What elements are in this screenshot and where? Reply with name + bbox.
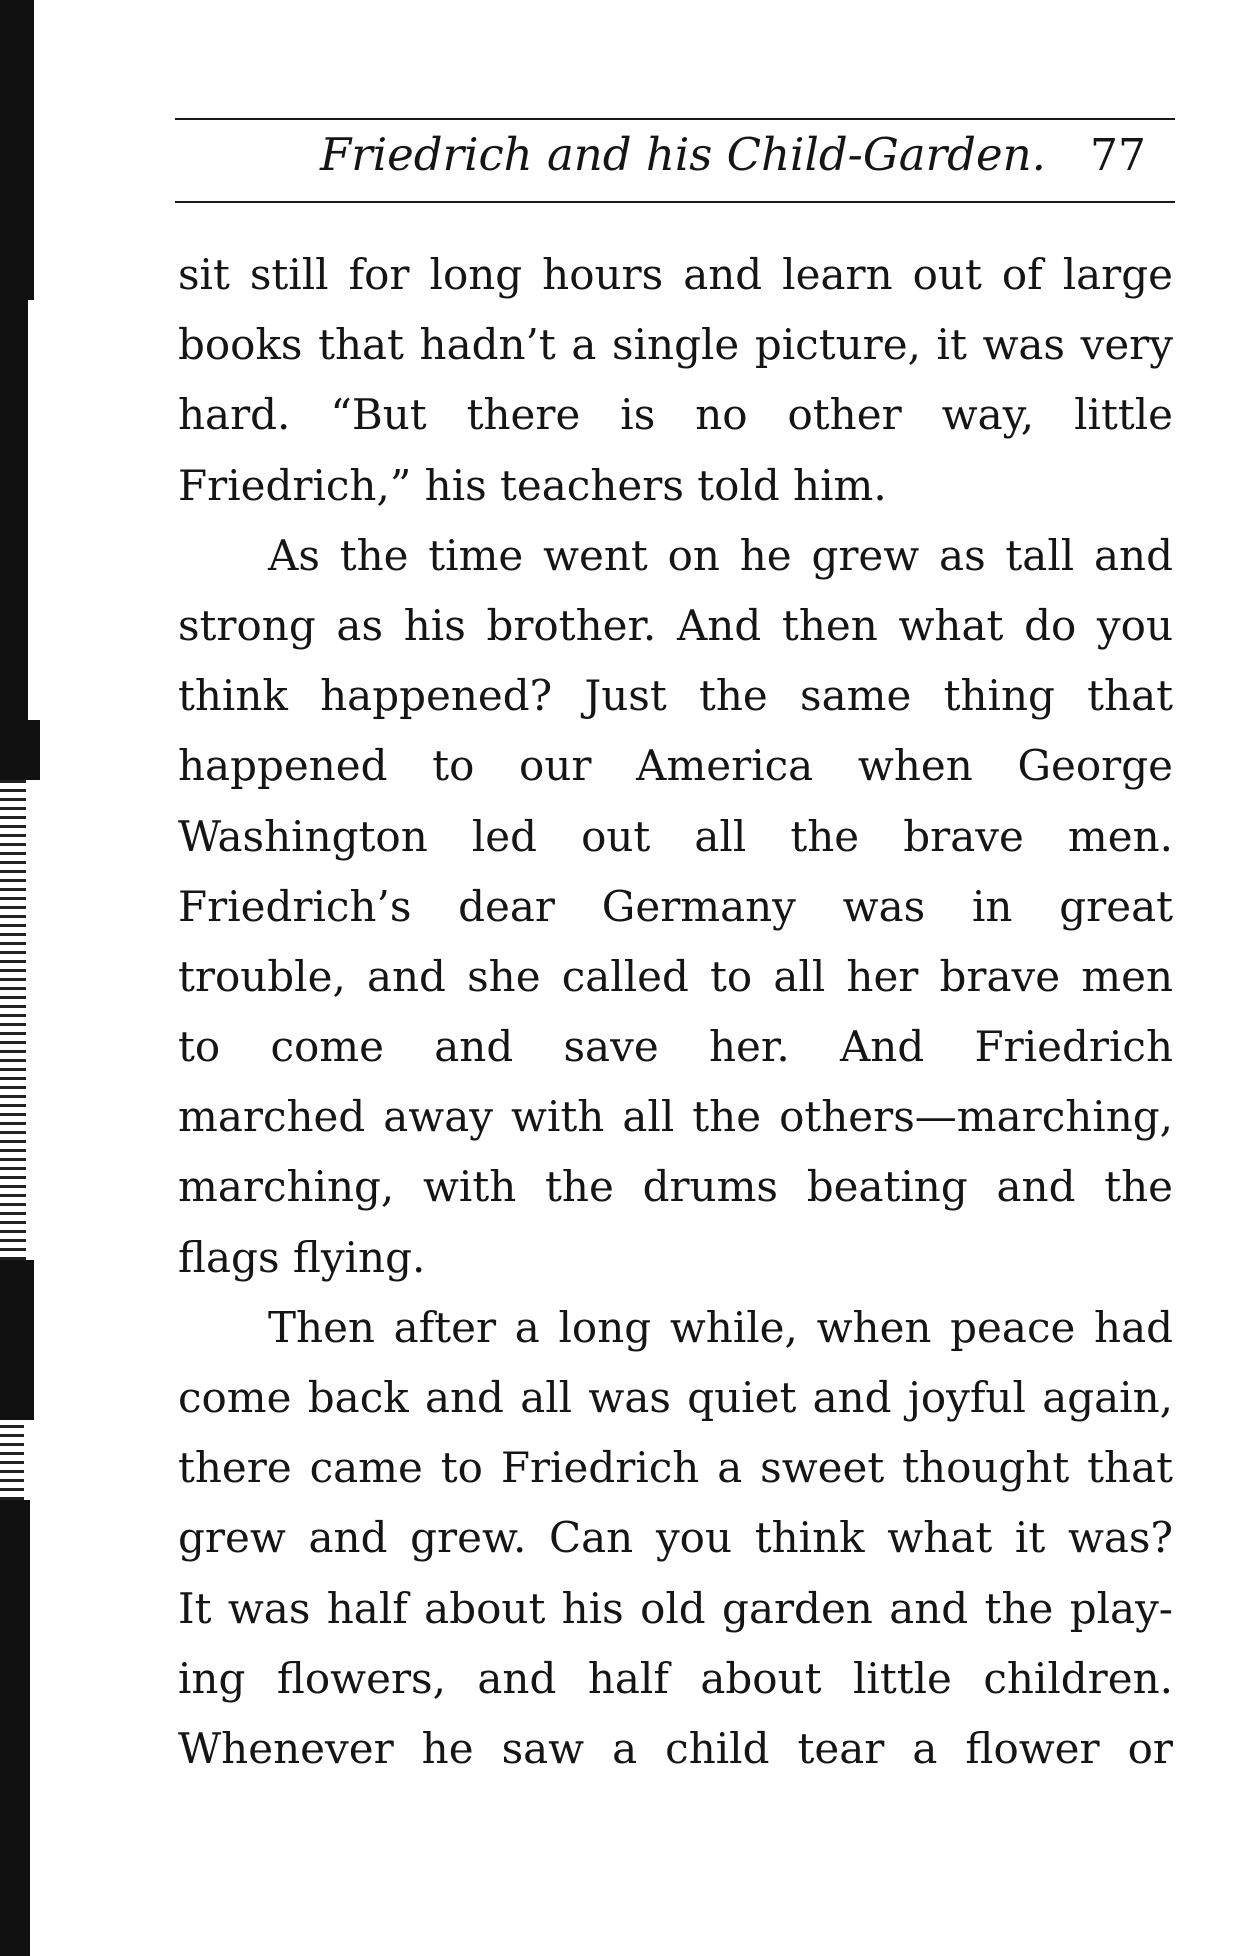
text-line: It was half about his old garden and the play- [178, 1583, 1173, 1633]
running-title: Friedrich and his Child-Garden. [320, 128, 1046, 181]
header-rule-bottom [175, 201, 1175, 203]
text-line: marched away with all the others—marching, [178, 1092, 1173, 1142]
text-line: there came to Friedrich a sweet thought that [178, 1443, 1173, 1493]
text-line: Whenever he saw a child tear a flower or [178, 1723, 1173, 1773]
text-line: flags flying. [178, 1232, 426, 1282]
text-line: come back and all was quiet and joyful again, [178, 1373, 1173, 1422]
text-line: strong as his brother. And then what do you [178, 600, 1173, 650]
gutter-speckle [0, 1420, 24, 1500]
text-line: to come and save her. And Friedrich [178, 1022, 1173, 1072]
page-number: 77 [1090, 130, 1146, 181]
gutter-shadow [0, 300, 28, 720]
text-line: Washington led out all the brave men. [178, 811, 1173, 861]
header-rule-top [175, 118, 1175, 120]
gutter-shadow [0, 1260, 34, 1420]
scanned-page-gutter [0, 0, 58, 1956]
gutter-shadow [0, 720, 40, 780]
text-line: Then after a long while, when peace had [268, 1302, 1173, 1352]
text-line: hard. “But there is no other way, little [178, 390, 1173, 440]
text-line: As the time went on he grew as tall and [268, 530, 1173, 580]
text-line: grew and grew. Can you think what it was? [178, 1513, 1173, 1563]
gutter-shadow [0, 0, 34, 300]
text-line: Friedrich,” his teachers told him. [178, 460, 887, 510]
body-text [178, 240, 1173, 1784]
text-line: ing flowers, and half about little children. [178, 1653, 1173, 1703]
text-line: Friedrich’s dear Germany was in great [178, 881, 1173, 931]
text-line: sit still for long hours and learn out of large [178, 250, 1173, 299]
text-line: think happened? Just the same thing that [178, 671, 1173, 721]
gutter-shadow [0, 1500, 30, 1956]
gutter-speckle [0, 780, 26, 1260]
text-line: books that hadn’t a single picture, it was very [178, 320, 1173, 370]
text-line: happened to our America when George [178, 741, 1173, 791]
text-line: marching, with the drums beating and the [178, 1162, 1173, 1212]
text-line: trouble, and she called to all her brave men [178, 951, 1173, 1001]
